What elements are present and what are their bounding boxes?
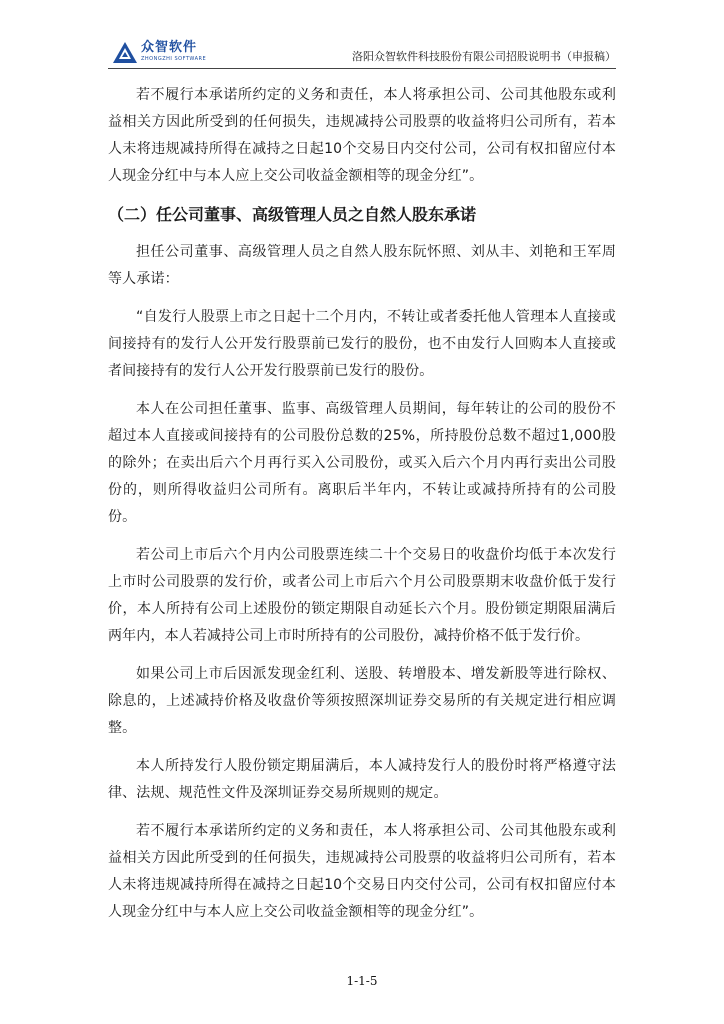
page-number: 1-1-5 [346, 974, 378, 988]
section-title: （二）任公司董事、高级管理人员之自然人股东承诺 [108, 205, 477, 224]
paragraph: “自发行人股票上市之日起十二个月内，不转让或者委托他人管理本人直接或间接持有的发行人公开发行股票前已发行的股份，也不由发行人回购本人直接或者间接持有的发行人公开发行股票前已发行的股份。 [108, 309, 616, 379]
paragraph: 本人所持发行人股份锁定期届满后，本人减持发行人的股份时将严格遵守法律、法规、规范性文件及深圳证券交易所规则的规定。 [108, 758, 616, 801]
company-logo [112, 40, 222, 66]
paragraph: 若公司上市后六个月内公司股票连续二十个交易日的收盘价均低于本次发行上市时公司股票的发行价，或者公司上市后六个月公司股票期末收盘价低于发行价，本人所持有公司上述股份的锁定期限自动延长六个月。股份锁定期限届满后两年内，本人若减持公司上市时所持有的公司股份，减持价格不低于发行价。 [108, 547, 616, 644]
logo-mark-icon [112, 41, 138, 65]
logo-text: 众智软件 [141, 40, 198, 55]
paragraph: 若不履行本承诺所约定的义务和责任，本人将承担公司、公司其他股东或利益相关方因此所受到的任何损失，违规减持公司股票的收益将归公司所有，若本人未将违规减持所得在减持之日起10个交易日内交付公司，公司有权扣留应付本人现金分红中与本人应上交公司收益金额相等的现金分红”。 [108, 87, 616, 184]
paragraph: 若不履行本承诺所约定的义务和责任，本人将承担公司、公司其他股东或利益相关方因此所受到的任何损失，违规减持公司股票的收益将归公司所有，若本人未将违规减持所得在减持之日起10个交易日内交付公司，公司有权扣留应付本人现金分红中与本人应上交公司收益金额相等的现金分红”。 [108, 823, 616, 920]
paragraph: 如果公司上市后因派发现金红利、送股、转增股本、增发新股等进行除权、除息的，上述减持价格及收盘价等须按照深圳证券交易所的有关规定进行相应调整。 [108, 666, 616, 736]
paragraph: 本人在公司担任董事、监事、高级管理人员期间，每年转让的公司的股份不超过本人直接或间接持有的公司股份总数的25%，所持股份总数不超过1,000股的除外；在卖出后六个月再行买入公司股份，或买入后六个月内再行卖出公司股份的，则所得收益归公司所有。离职后半年内，不转让或减持所持有的公司股份。 [108, 401, 616, 525]
document-title: 洛阳众智软件科技股份有限公司招股说明书（申报稿） [352, 50, 616, 63]
page-header [108, 40, 616, 69]
logo-subtext: ZHONGZHI SOFTWARE [141, 56, 207, 62]
document-body [108, 82, 616, 937]
paragraph: 担任公司董事、高级管理人员之自然人股东阮怀照、刘从丰、刘艳和王军周等人承诺： [108, 244, 616, 287]
